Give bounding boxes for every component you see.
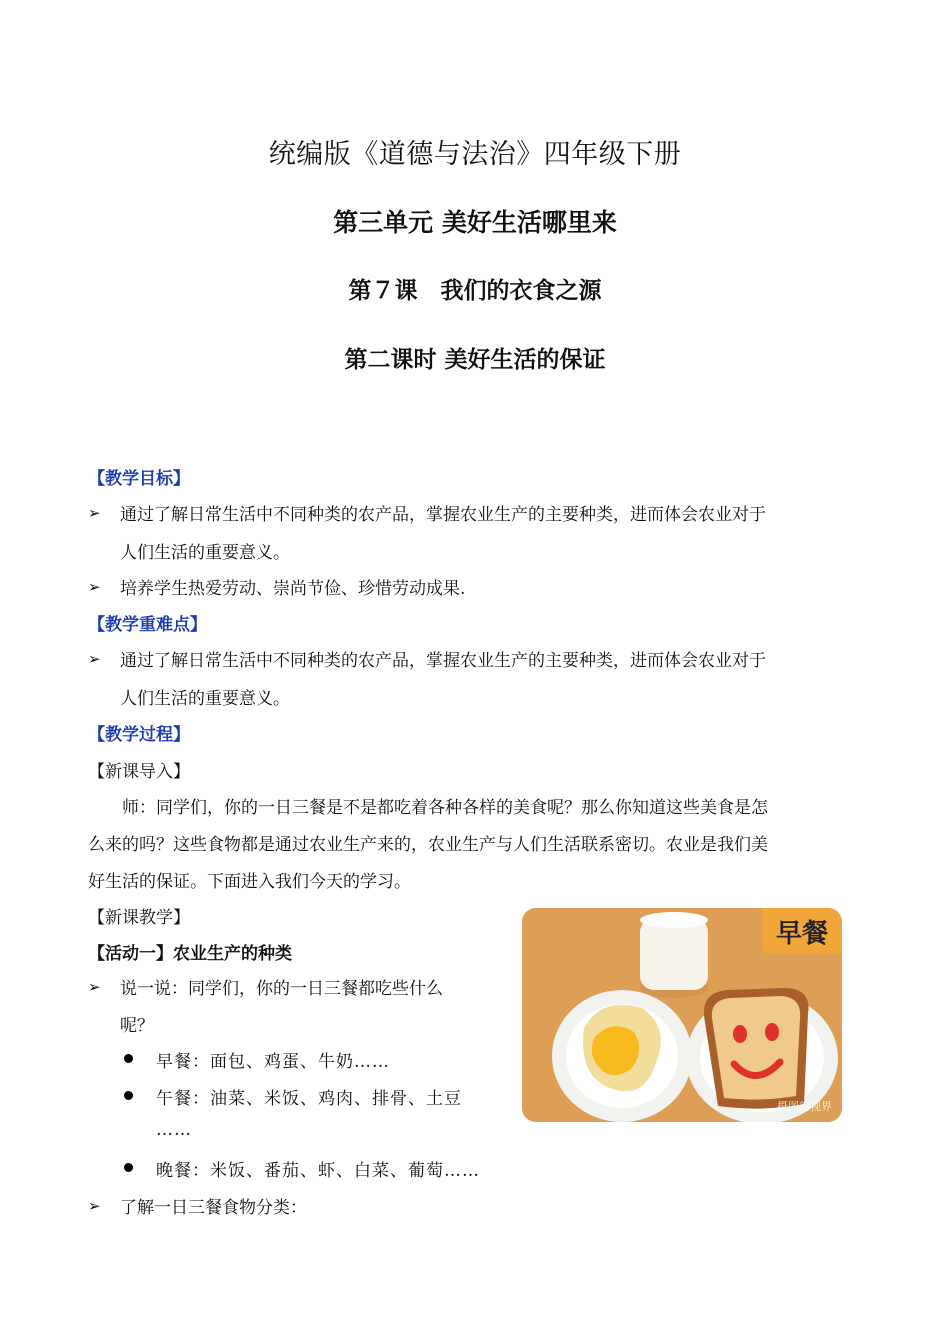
period-title: 第二课时 美好生活的保证 — [344, 346, 606, 373]
teach-heading: 【新课教学】 — [88, 908, 190, 928]
unit-title: 第三单元 美好生活哪里来 — [333, 208, 617, 237]
objective-1-line2: 人们生活的重要意义。 — [120, 543, 290, 563]
dot-bullet-icon — [124, 1054, 133, 1063]
dot-bullet-icon — [124, 1163, 133, 1172]
arrow-bullet-icon: ➢ — [88, 650, 101, 668]
keypoints-heading: 【教学重难点】 — [88, 615, 207, 635]
photo-watermark: 摄图新视界 — [777, 1100, 832, 1113]
dot-bullet-icon — [124, 1091, 133, 1100]
keypoint-1-line1: 通过了解日常生活中不同种类的农产品，掌握农业生产的主要种类，进而体会农业对于 — [120, 651, 766, 671]
intro-heading: 【新课导入】 — [88, 762, 190, 782]
arrow-bullet-icon: ➢ — [88, 1197, 101, 1215]
arrow-bullet-icon: ➢ — [88, 578, 101, 596]
lesson-title: 第７课 我们的衣食之源 — [348, 277, 602, 304]
process-heading: 【教学过程】 — [88, 725, 190, 745]
arrow-bullet-icon: ➢ — [88, 504, 101, 522]
objective-1-line1: 通过了解日常生活中不同种类的农产品，掌握农业生产的主要种类，进而体会农业对于 — [120, 505, 766, 525]
question-line1: 说一说：同学们，你的一日三餐都吃些什么 — [120, 979, 443, 999]
question-line2: 呢？ — [120, 1016, 154, 1036]
arrow-bullet-icon: ➢ — [88, 978, 101, 996]
classify-line: 了解一日三餐食物分类： — [120, 1198, 307, 1218]
meal-lunch-line1: 午餐：油菜、米饭、鸡肉、排骨、土豆 — [156, 1089, 462, 1109]
objective-2: 培养学生热爱劳动、崇尚节俭、珍惜劳动成果. — [120, 579, 466, 599]
meal-breakfast: 早餐：面包、鸡蛋、牛奶…… — [156, 1052, 390, 1072]
document-title: 统编版《道德与法治》四年级下册 — [268, 139, 682, 170]
activity-1-heading: 【活动一】农业生产的种类 — [88, 944, 292, 964]
intro-paragraph-line3: 好生活的保证。下面进入我们今天的学习。 — [88, 872, 411, 892]
intro-paragraph-line2: 么来的吗？这些食物都是通过农业生产来的，农业生产与人们生活联系密切。农业是我们美 — [88, 835, 768, 855]
objectives-heading: 【教学目标】 — [88, 469, 190, 489]
meal-lunch-line2: …… — [156, 1120, 192, 1140]
breakfast-badge: 早餐 — [762, 908, 842, 954]
intro-paragraph-line1: 师：同学们，你的一日三餐是不是都吃着各种各样的美食呢？那么你知道这些美食是怎 — [122, 798, 768, 818]
breakfast-photo — [522, 908, 842, 1122]
keypoint-1-line2: 人们生活的重要意义。 — [120, 689, 290, 709]
meal-dinner: 晚餐：米饭、番茄、虾、白菜、葡萄…… — [156, 1161, 480, 1181]
